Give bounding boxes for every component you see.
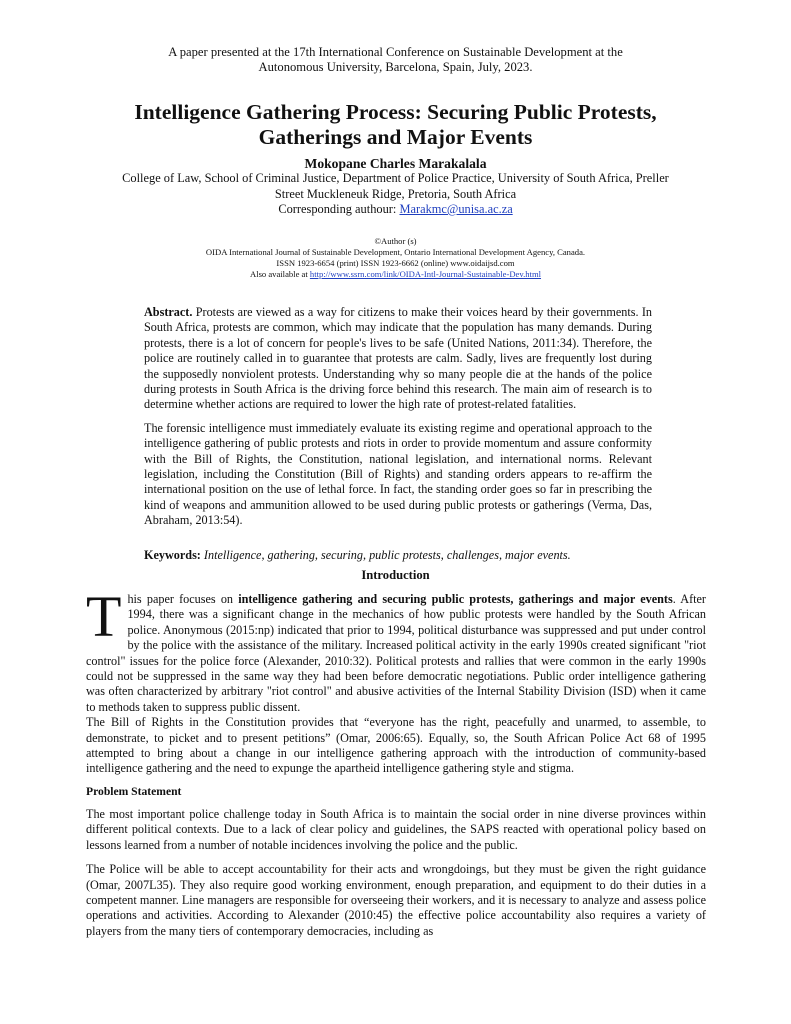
affiliation-line-2: Street Muckleneuk Ridge, Pretoria, South Africa bbox=[274, 186, 517, 201]
abstract-paragraph-2: The forensic intelligence must immediately evaluate its existing regime and operational approach to the intelligence gathering of public protests and riots in order to provide momentum and assure conformity with the Bill of Rights, the Constitution, national legislation, and international norms. Relevant legislation, including the Constitution (Bill of Rights) and standing orders appears to re-affirm the international position on the use of lethal force. In fact, the standing order goes so far in prescribing the kind of weapons and ammunition allowed to be used during public protests or gatherings (Verma, Das, Abraham, 2013:54). bbox=[144, 420, 652, 528]
available-label: Also available at bbox=[249, 269, 310, 279]
keywords-list: Intelligence, gathering, securing, public protests, challenges, major events. bbox=[200, 548, 571, 562]
introduction-heading: Introduction bbox=[361, 568, 430, 582]
author-email-link[interactable]: Marakmc@unisa.ac.za bbox=[399, 202, 513, 216]
abstract-label: Abstract. bbox=[144, 305, 193, 319]
keywords bbox=[144, 548, 652, 563]
intro-p1-start: his paper focuses on bbox=[127, 592, 239, 606]
author-affiliation bbox=[90, 171, 701, 218]
problem-paragraph-1: The most important police challenge today in South Africa is to maintain the social order in nine diverse provinces within different political contexts. Due to a lack of clear policy and guidelines, the SAPS reacted with operational policy based on lessons learned from a number of notable incidences involving the police and the public. bbox=[86, 807, 706, 852]
corresponding-label: Corresponding authour: bbox=[278, 202, 400, 216]
problem-statement-heading: Problem Statement bbox=[86, 785, 182, 798]
conference-line-2: Autonomous University, Barcelona, Spain, July, 2023. bbox=[258, 60, 533, 74]
publication-info bbox=[140, 236, 651, 280]
journal-name: OIDA International Journal of Sustainable Development, Ontario International Development Agency, Canada. bbox=[205, 247, 586, 257]
ssrn-link[interactable]: http://www.ssrn.com/link/OIDA-Intl-Journal-Sustainable-Dev.html bbox=[309, 269, 542, 279]
title-line-2: Gatherings and Major Events bbox=[258, 125, 533, 149]
affiliation-line-1: College of Law, School of Criminal Justice, Department of Police Practice, University of South Africa, Preller bbox=[122, 171, 669, 185]
conference-note bbox=[100, 45, 691, 75]
corresponding-author bbox=[90, 202, 701, 218]
copyright-notice: ©Author (s) bbox=[374, 236, 417, 246]
abstract-text-1: Protests are viewed as a way for citizens to make their voices heard by their governments. In South Africa, protests are common, which may indicate that the population has many demands. During protests, there is a lot of concern for people's lives to be safe (United Nations, 2011:34). Therefore, the police are routinely called in to guarantee that protests are calm. Sadly, lives are frequently lost during the supposedly nonviolent protests. Understanding why so many people die at the hands of the police during protests in South Africa is the driving force behind this research. The main aim of research is to determine whether actions are required to lower the high rate of protest-related fatalities. bbox=[144, 305, 652, 412]
availability-line bbox=[140, 269, 651, 280]
problem-paragraph-2: The Police will be able to accept accountability for their acts and wrongdoings, but they must be given the right guidance (Omar, 2007L35). They also require good working environment, enough preparation, and equipment to do their duties in a competent manner. Line managers are responsible for overseeing their workers, and it is necessary to analyze and assess police operations and activities. According to Alexander (2010:45) the effective police accountability also requires a variety of players from the many tiers of contemporary democracies, including as bbox=[86, 862, 706, 938]
author-name: Mokopane Charles Marakalala bbox=[304, 156, 487, 171]
intro-p1-bold: intelligence gathering and securing public protests, gatherings and major events bbox=[238, 592, 673, 606]
conference-line-1: A paper presented at the 17th International Conference on Sustainable Development at the bbox=[168, 45, 623, 59]
introduction-paragraph-2: The Bill of Rights in the Constitution provides that “everyone has the right, peacefully and unarmed, to assemble, to demonstrate, to picket and to present petitions” (Omar, 2006:65). Equally, so, the South African Police Act 68 of 1995 attempted to bring about a change in our intelligence gathering approach with the introduction of community-based intelligence gathering and the need to expunge the apartheid intelligence gathering style and stigma. bbox=[86, 715, 706, 776]
title-line-1: Intelligence Gathering Process: Securing Public Protests, bbox=[134, 100, 657, 124]
introduction-paragraph-1 bbox=[86, 584, 706, 715]
problem-statement-body bbox=[86, 807, 706, 948]
paper-title bbox=[80, 100, 711, 150]
abstract-paragraph-1 bbox=[144, 305, 652, 413]
keywords-label: Keywords: bbox=[144, 548, 201, 562]
intro-p1-rest: . After 1994, there was a significant change in the mechanics of how public protests were handled by the South African police. Anonymous (2015:np) indicated that prior to 1994, political disturbance was suppressed and put under control by the police with the assistance of the military. Increased political activity in the early 1990s created significant "riot control" issues for the police force (Alexander, 2010:32). Political protests and rallies that were common in the early 1990s could not be suppressed in the same way they had been before democratic negotiations. Public order intelligence gathering was often characterized by arbitrary "riot control" and abusive activities of the Internal Stability Division (ISD) when it came to methods taken to suppress public dissent. bbox=[86, 592, 706, 714]
drop-cap: T bbox=[86, 584, 122, 649]
issn-line: ISSN 1923-6654 (print) ISSN 1923-6662 (online) www.oidaijsd.com bbox=[276, 258, 515, 268]
introduction-body bbox=[86, 584, 706, 777]
abstract bbox=[144, 305, 652, 537]
